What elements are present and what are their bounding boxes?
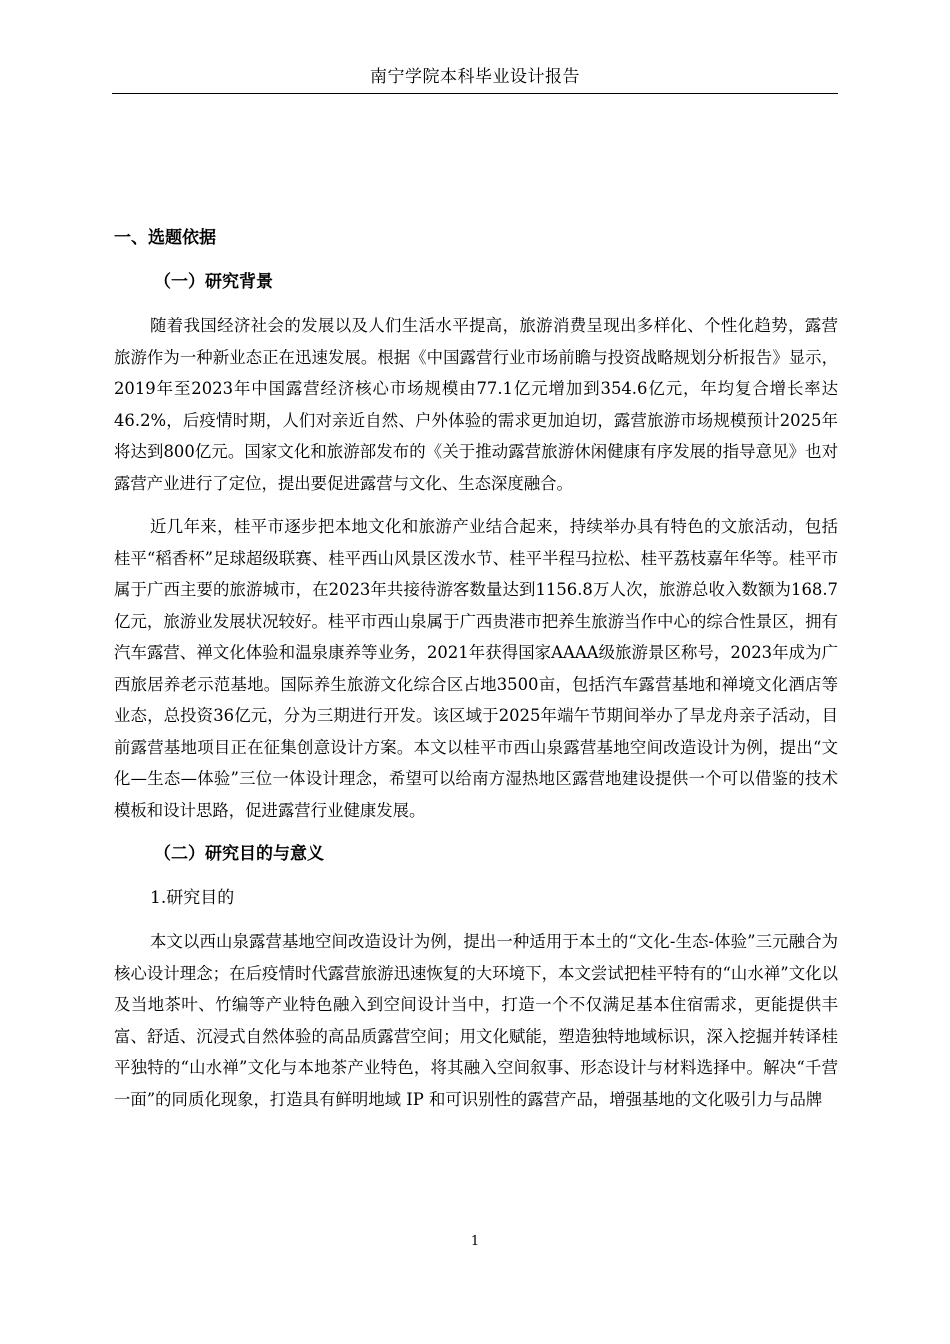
- paragraph: 随着我国经济社会的发展以及人们生活水平提高，旅游消费呈现出多样化、个性化趋势，露营旅游作为一种新业态正在迅速发展。根据《中国露营行业市场前瞻与投资战略规划分析报告》显示，2019年至2023年中国露营经济核心市场规模由77.1亿元增加到354.6亿元，年均复合增长率达46.2%，后疫情时期，人们对亲近自然、户外体验的需求更加迫切，露营旅游市场规模预计2025年将达到800亿元。国家文化和旅游部发布的《关于推动露营旅游休闲健康有序发展的指导意见》也对露营产业进行了定位，提出要促进露营与文化、生态深度融合。: [114, 316, 838, 493]
- header-divider: [112, 93, 838, 94]
- page-number: 1: [470, 1234, 480, 1249]
- subsection-heading-purpose: （二）研究目的与意义: [154, 844, 324, 864]
- section-heading: 一、选题依据: [114, 228, 216, 248]
- paragraph: 近几年来，桂平市逐步把本地文化和旅游产业结合起来，持续举办具有特色的文旅活动，包括桂平“稻香杯”足球超级联赛、桂平西山风景区泼水节、桂平半程马拉松、桂平荔枝嘉年华等。桂平市属于广西主要的旅游城市，在2023年共接待游客数量达到1156.8万人次，旅游总收入数额为168.7亿元，旅游业发展状况较好。桂平市西山泉属于广西贵港市把养生旅游当作中心的综合性景区，拥有汽车露营、禅文化体验和温泉康养等业务，2021年获得国家AAAA级旅游景区称号，2023年成为广西旅居养老示范基地。国际养生旅游文化综合区占地3500亩，包括汽车露营基地和禅境文化酒店等业态，总投资36亿元，分为三期进行开发。该区域于2025年端午节期间举办了旱龙舟亲子活动，目前露营基地项目正在征集创意设计方案。本文以桂平市西山泉露营基地空间改造设计为例，提出“文化—生态—体验”三位一体设计理念，希望可以给南方湿热地区露营地建设提供一个可以借鉴的技术模板和设计思路，促进露营行业健康发展。: [114, 517, 838, 820]
- document-body: [114, 222, 838, 1127]
- paragraph: 本文以西山泉露营基地空间改造设计为例，提出一种适用于本土的“文化-生态-体验”三元融合为核心设计理念；在后疫情时代露营旅游迅速恢复的大环境下，本文尝试把桂平特有的“山水禅”文化以及当地茶叶、竹编等产业特色融入到空间设计当中，打造一个不仅满足基本住宿需求，更能提供丰富、舒适、沉浸式自然体验的高品质露营空间；用文化赋能，塑造独特地域标识，深入挖掘并转译桂平独特的“山水禅”文化与本地茶产业特色，将其融入空间叙事、形态设计与材料选择中。解决“千营一面”的同质化现象，打造具有鲜明地域 IP 和可识别性的露营产品，增强基地的文化吸引力与品牌: [114, 932, 838, 1109]
- item-heading-research-purpose: 1.研究目的: [150, 888, 235, 908]
- subsection-heading-background: （一）研究背景: [154, 272, 273, 292]
- page-header: 南宁学院本科毕业设计报告: [370, 67, 580, 87]
